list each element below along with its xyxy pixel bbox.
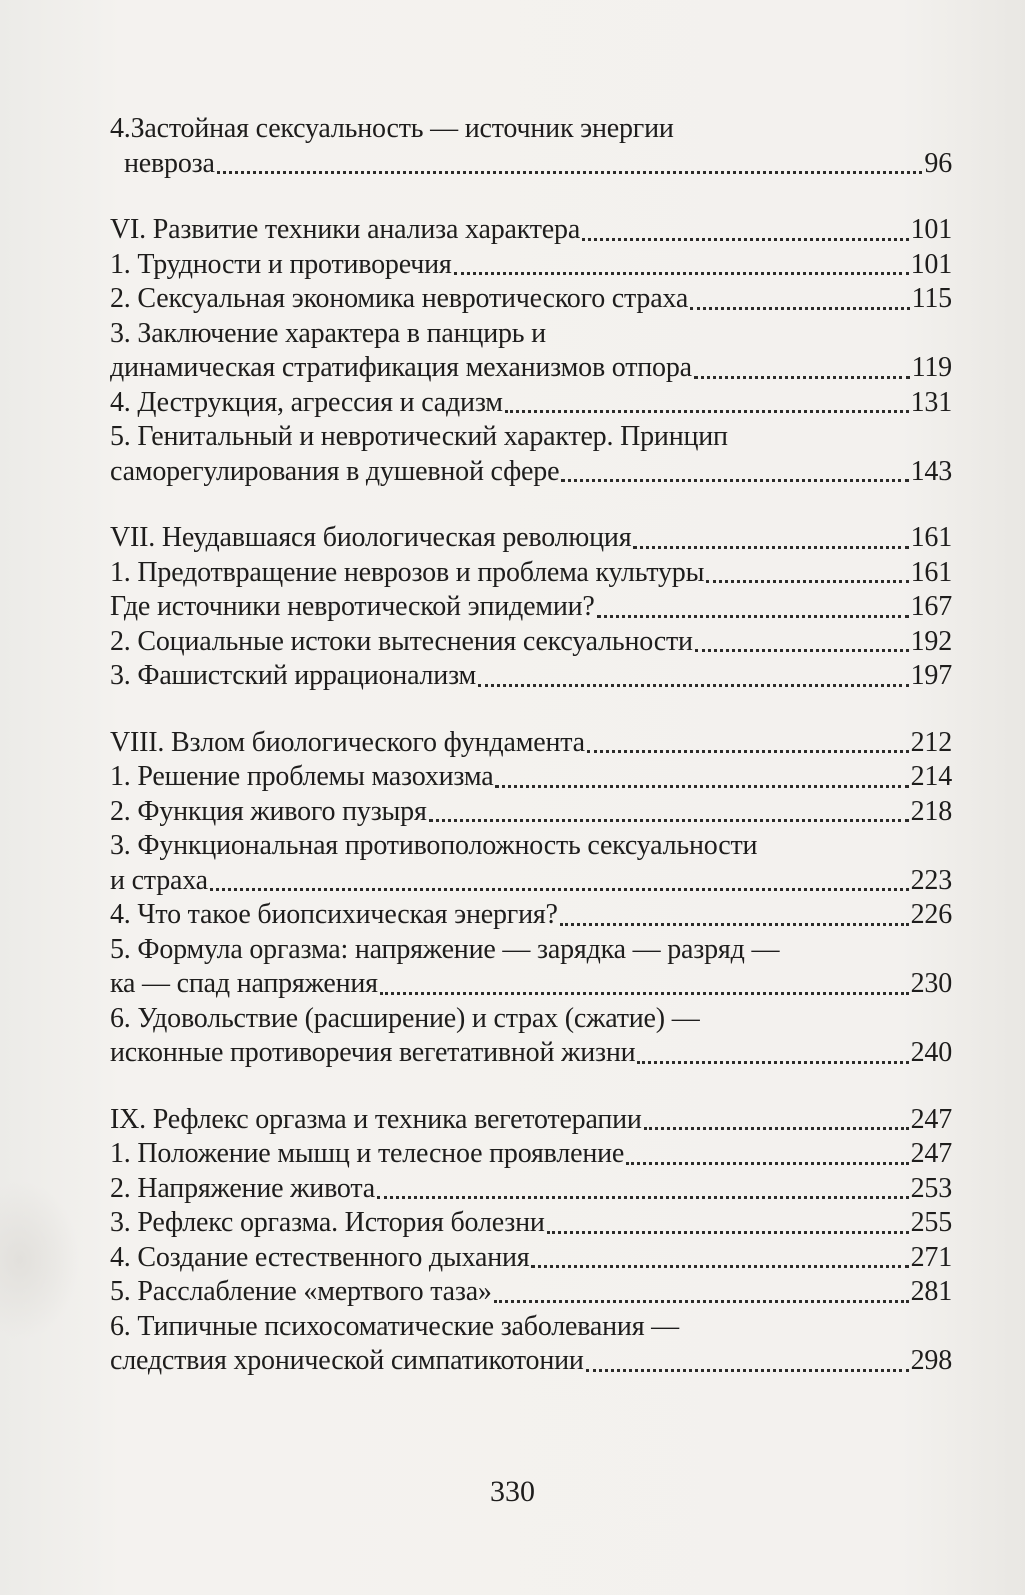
toc-entry (110, 1241, 952, 1276)
toc-entry-text: ка — спад напряжения (110, 968, 378, 999)
toc-entry-line-final (110, 147, 952, 182)
toc-entry (110, 521, 952, 556)
toc-entry-page: 192 (910, 625, 952, 657)
dot-leader (495, 785, 908, 788)
toc-entry-text: 5. Генитальный и невротический характер. Принцип (110, 421, 728, 452)
toc-entry-line-final (110, 760, 952, 795)
dot-leader (626, 1162, 908, 1165)
toc-entry (110, 1002, 952, 1071)
toc-entry-line-final (110, 1036, 952, 1071)
toc-entry-page: 255 (910, 1207, 952, 1238)
toc-entry-text: VI. Развитие техники анализа характера (110, 214, 581, 245)
toc-entry-text: исконные противоречия вегетативной жизни (110, 1037, 636, 1068)
toc-entry-text: VIII. Взлом биологического фундамента (110, 726, 585, 758)
dot-leader (429, 819, 909, 822)
toc-entry-text: невроза (124, 147, 215, 179)
toc-entry (110, 1137, 952, 1172)
toc-entry (110, 625, 952, 660)
toc-entry-line-final (110, 282, 952, 317)
toc-entry (110, 112, 952, 181)
toc-section (110, 726, 952, 1071)
toc-entry-page: 131 (910, 386, 952, 418)
toc-entry-text: 4. Создание естественного дыхания (110, 1241, 530, 1273)
toc-entry-line (110, 933, 952, 968)
toc-entry-line-final (110, 1241, 952, 1276)
toc-entry-page: 271 (910, 1241, 952, 1273)
dot-leader (706, 580, 908, 583)
toc-entry-text: саморегулирования в душевной сфере (110, 455, 560, 487)
dot-leader (644, 1127, 909, 1130)
toc-entry (110, 1103, 952, 1138)
toc-entry (110, 556, 952, 591)
toc-entry-line-final (110, 898, 952, 933)
toc-entry (110, 659, 952, 694)
toc-entry-text: 2. Напряжение живота (110, 1172, 375, 1204)
toc-entry (110, 213, 952, 248)
toc-entry-page: 223 (910, 864, 952, 896)
dot-leader (597, 615, 909, 618)
toc-entry-page: 212 (910, 726, 952, 758)
dot-leader (561, 479, 908, 482)
dot-leader (505, 410, 909, 413)
toc-entry (110, 1172, 952, 1207)
toc-entry-text: 3. Заключение характера в панцирь и (110, 317, 546, 349)
table-of-contents (110, 112, 952, 1411)
toc-entry-text: 2. Функция живого пузыря (110, 795, 427, 827)
dot-leader (531, 1265, 908, 1268)
dot-leader (494, 1300, 909, 1303)
toc-entry-text: 1. Положение мышц и телесное проявление (110, 1138, 625, 1169)
toc-entry-line (110, 1002, 952, 1037)
toc-entry (110, 795, 952, 830)
toc-entry-page: 115 (911, 283, 952, 314)
dot-leader (586, 1369, 909, 1372)
toc-entry-page: 119 (911, 352, 952, 383)
toc-entry-line-final (110, 1344, 952, 1379)
toc-entry (110, 248, 952, 283)
toc-entry (110, 282, 952, 317)
toc-entry-page: 281 (910, 1276, 952, 1307)
toc-entry-line (110, 1310, 952, 1345)
dot-leader (637, 1061, 908, 1064)
dot-leader (217, 171, 923, 174)
toc-entry-page: 247 (910, 1103, 952, 1135)
toc-entry-line-final (110, 213, 952, 248)
dot-leader (210, 888, 909, 891)
toc-entry-text: и страха (110, 864, 208, 896)
toc-entry-text: 1. Предотвращение неврозов и проблема культуры (110, 556, 705, 588)
toc-entry-page: 161 (910, 522, 952, 553)
toc-entry (110, 760, 952, 795)
toc-entry-text: 3. Фашистский иррационализм (110, 660, 477, 691)
toc-entry-page: 214 (910, 761, 952, 792)
toc-entry-line-final (110, 351, 952, 386)
toc-entry-text: 6. Типичные психосоматические заболевания — (110, 1310, 679, 1342)
toc-entry (110, 590, 952, 625)
toc-entry (110, 1275, 952, 1310)
dot-leader (478, 684, 909, 687)
toc-entry-line-final (110, 726, 952, 761)
toc-entry (110, 933, 952, 1002)
dot-leader (377, 1196, 909, 1199)
toc-entry-line-final (110, 1172, 952, 1207)
toc-entry-line-final (110, 386, 952, 421)
toc-entry-line-final (110, 590, 952, 625)
toc-entry-page: 230 (910, 968, 952, 999)
toc-section (110, 521, 952, 694)
toc-entry-line-final (110, 864, 952, 899)
dot-leader (690, 307, 910, 310)
toc-entry (110, 386, 952, 421)
toc-entry-page: 240 (910, 1037, 952, 1068)
toc-entry-line-final (110, 1103, 952, 1138)
toc-entry-text: 4. Деструкция, агрессия и садизм (110, 386, 503, 418)
toc-entry-text: 1. Трудности и противоречия (110, 248, 452, 280)
toc-entry-line-final (110, 248, 952, 283)
dot-leader (582, 238, 909, 241)
toc-entry-line-final (110, 521, 952, 556)
toc-entry-page: 96 (924, 147, 952, 179)
toc-entry-text: 2. Социальные истоки вытеснения сексуальности (110, 625, 693, 657)
toc-entry-page: 253 (910, 1172, 952, 1204)
toc-entry-line-final (110, 967, 952, 1002)
toc-entry-line (110, 317, 952, 352)
toc-entry-page: 143 (910, 455, 952, 487)
toc-entry-page: 247 (910, 1138, 952, 1169)
dot-leader (547, 1231, 909, 1234)
toc-entry-text: IX. Рефлекс оргазма и техника вегетотерапии (110, 1103, 642, 1135)
toc-entry-line (110, 420, 952, 455)
toc-entry-text: следствия хронической симпатикотонии (110, 1345, 584, 1376)
toc-entry-line-final (110, 1137, 952, 1172)
dot-leader (454, 272, 909, 275)
toc-entry (110, 420, 952, 489)
toc-entry-text: Где источники невротической эпидемии? (110, 591, 595, 622)
toc-entry (110, 1206, 952, 1241)
toc-entry-line (110, 829, 952, 864)
toc-entry (110, 829, 952, 898)
toc-entry-page: 197 (910, 660, 952, 691)
toc-entry-text: 3. Рефлекс оргазма. История болезни (110, 1207, 545, 1238)
toc-entry-line-final (110, 795, 952, 830)
toc-section (110, 1103, 952, 1379)
toc-entry-page: 298 (910, 1345, 952, 1376)
dot-leader (695, 649, 909, 652)
toc-entry-text: 3. Функциональная противоположность сексуальности (110, 830, 758, 861)
toc-entry (110, 898, 952, 933)
toc-entry-text: 1. Решение проблемы мазохизма (110, 761, 494, 792)
toc-entry-text: 6. Удовольствие (расширение) и страх (сжатие) — (110, 1002, 700, 1034)
toc-entry-line-final (110, 659, 952, 694)
toc-entry-line-final (110, 1275, 952, 1310)
toc-entry-page: 161 (910, 556, 952, 588)
page-number: 330 (490, 1475, 535, 1508)
toc-entry-text: 4.Застойная сексуальность — источник энергии (110, 113, 674, 144)
toc-entry-page: 101 (910, 248, 952, 280)
toc-section (110, 112, 952, 181)
toc-entry-page: 226 (910, 899, 952, 930)
toc-entry-text: 4. Что такое биопсихическая энергия? (110, 899, 558, 930)
toc-entry-line-final (110, 1206, 952, 1241)
toc-section (110, 213, 952, 489)
dot-leader (587, 750, 909, 753)
toc-entry-text: 5. Расслабление «мертвого таза» (110, 1276, 492, 1307)
toc-entry-page: 101 (910, 214, 952, 245)
toc-entry-page: 218 (910, 795, 952, 827)
dot-leader (560, 923, 909, 926)
toc-entry-line-final (110, 625, 952, 660)
dot-leader (694, 376, 910, 379)
toc-entry-text: 5. Формула оргазма: напряжение — зарядка — разряд — (110, 933, 780, 965)
toc-entry (110, 726, 952, 761)
toc-entry-text: VII. Неудавшаяся биологическая революция (110, 522, 632, 553)
dot-leader (380, 992, 909, 995)
dot-leader (633, 546, 908, 549)
toc-entry-text: 2. Сексуальная экономика невротического страха (110, 283, 689, 314)
toc-entry-text: динамическая стратификация механизмов отпора (110, 352, 692, 383)
toc-entry-line-final (110, 556, 952, 591)
toc-entry-line-final (110, 455, 952, 490)
toc-entry (110, 1310, 952, 1379)
toc-entry-page: 167 (910, 591, 952, 622)
toc-entry (110, 317, 952, 386)
toc-entry-line (110, 112, 952, 147)
page-stain (0, 1180, 80, 1340)
